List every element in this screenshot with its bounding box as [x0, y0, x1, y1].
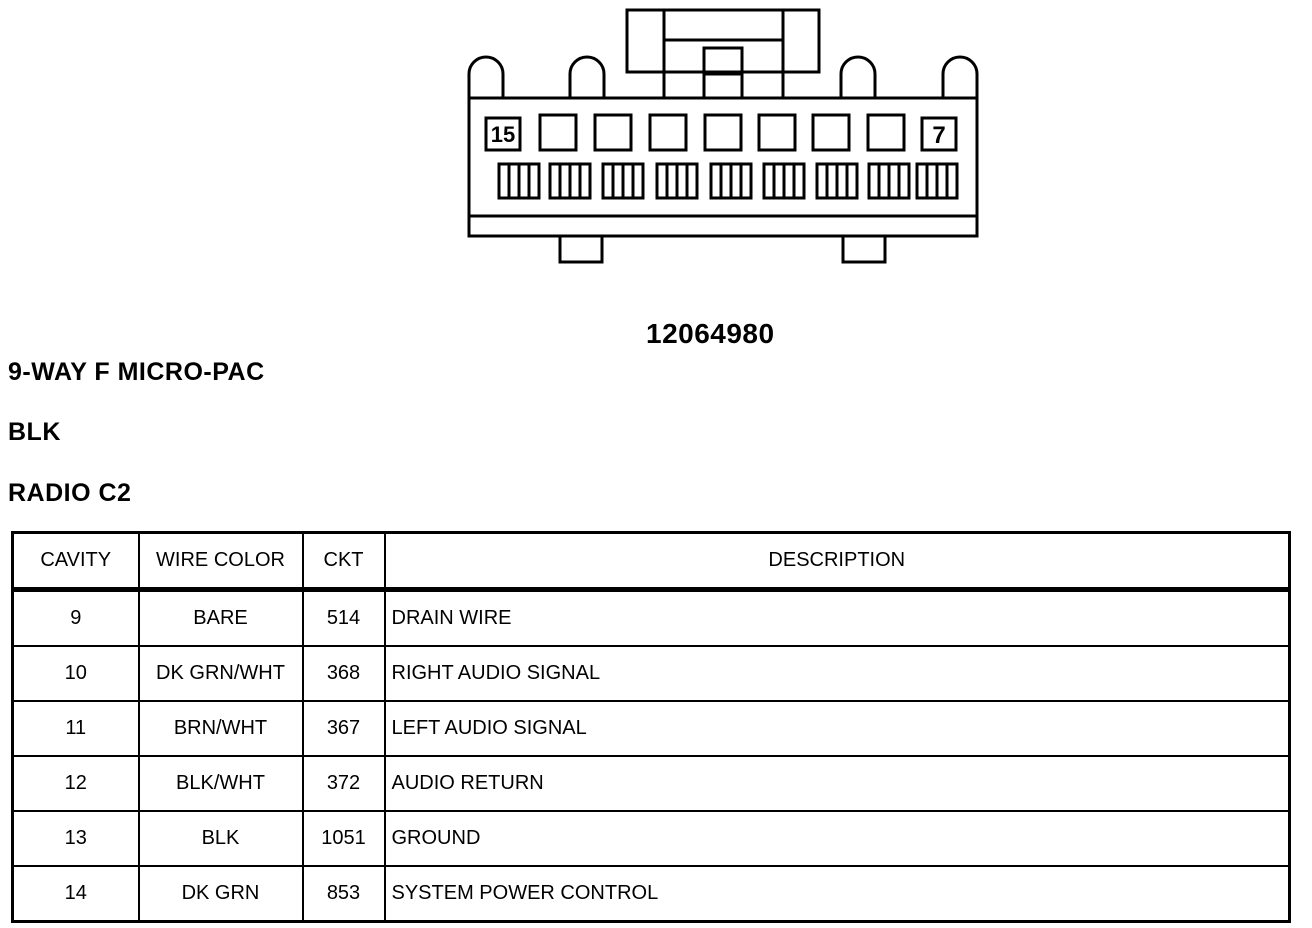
pinout-table [11, 531, 1291, 923]
cell-ckt: 368 [303, 646, 385, 701]
cell-wire-color: DK GRN/WHT [139, 646, 303, 701]
cell-description: RIGHT AUDIO SIGNAL [385, 646, 1290, 701]
header-cavity: CAVITY [13, 533, 139, 590]
terminal-row [499, 164, 957, 198]
table-row [13, 701, 1290, 756]
connector-color: BLK [8, 418, 61, 446]
cell-ckt: 372 [303, 756, 385, 811]
cell-description: GROUND [385, 811, 1290, 866]
table-row [13, 590, 1290, 647]
header-ckt: CKT [303, 533, 385, 590]
cell-wire-color: BRN/WHT [139, 701, 303, 756]
cell-ckt: 853 [303, 866, 385, 922]
connector-type: 9-WAY F MICRO-PAC [8, 358, 265, 386]
header-description: DESCRIPTION [385, 533, 1290, 590]
table-header-row [13, 533, 1290, 590]
cell-wire-color: BARE [139, 590, 303, 647]
cell-wire-color: DK GRN [139, 866, 303, 922]
header-wire-color: WIRE COLOR [139, 533, 303, 590]
cell-wire-color: BLK/WHT [139, 756, 303, 811]
cell-ckt: 514 [303, 590, 385, 647]
connector-diagram [0, 0, 1312, 300]
cell-description: DRAIN WIRE [385, 590, 1290, 647]
cell-description: AUDIO RETURN [385, 756, 1290, 811]
cell-cavity: 9 [13, 590, 139, 647]
cavity-row [486, 115, 956, 150]
table-row [13, 811, 1290, 866]
cell-cavity: 11 [13, 701, 139, 756]
cell-description: SYSTEM POWER CONTROL [385, 866, 1290, 922]
cell-cavity: 12 [13, 756, 139, 811]
cell-ckt: 1051 [303, 811, 385, 866]
cell-ckt: 367 [303, 701, 385, 756]
cell-description: LEFT AUDIO SIGNAL [385, 701, 1290, 756]
cell-wire-color: BLK [139, 811, 303, 866]
table-row [13, 646, 1290, 701]
part-number: 12064980 [646, 318, 775, 349]
table-row [13, 866, 1290, 922]
cell-cavity: 13 [13, 811, 139, 866]
cell-cavity: 10 [13, 646, 139, 701]
cavity-label-7: 7 [932, 122, 946, 149]
cavity-label-15: 15 [490, 122, 516, 147]
connector-name: RADIO C2 [8, 479, 132, 507]
table-row [13, 756, 1290, 811]
cell-cavity: 14 [13, 866, 139, 922]
